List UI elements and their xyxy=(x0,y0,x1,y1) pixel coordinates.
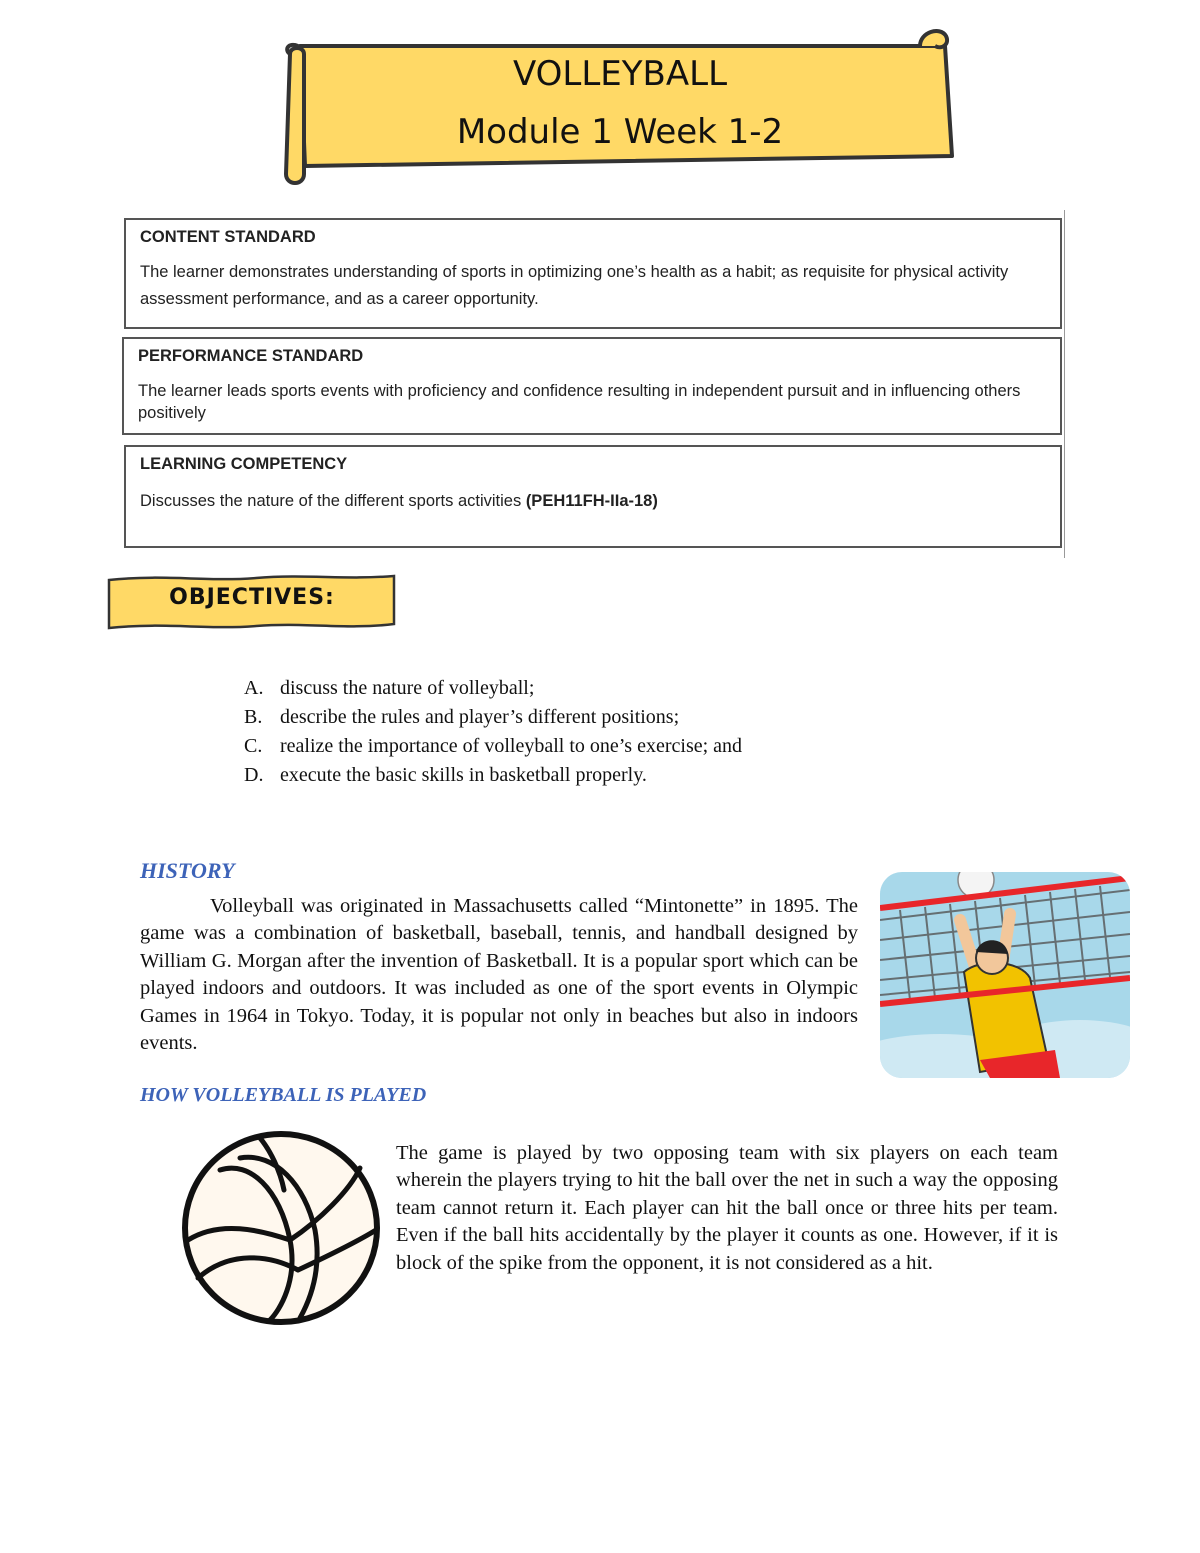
objective-letter: D. xyxy=(244,764,264,786)
volleyball-player-image xyxy=(880,860,1130,1078)
objectives-heading: OBJECTIVES: xyxy=(169,585,335,610)
objective-item xyxy=(244,703,944,732)
learning-competency-description: Discusses the nature of the different sports activities xyxy=(140,492,522,510)
learning-competency-code: (PEH11FH-IIa-18) xyxy=(525,492,658,510)
objective-item xyxy=(244,761,944,790)
objective-text: execute the basic skills in basketball properly. xyxy=(280,764,647,786)
performance-standard-heading: PERFORMANCE STANDARD xyxy=(138,347,364,365)
objective-item xyxy=(244,732,944,761)
objectives-list xyxy=(244,674,944,790)
content-standard-box xyxy=(124,218,1062,329)
learning-competency-box xyxy=(124,445,1062,548)
learning-competency-heading: LEARNING COMPETENCY xyxy=(140,455,348,473)
content-standard-heading: CONTENT STANDARD xyxy=(140,228,316,246)
objective-text: describe the rules and player’s different positions; xyxy=(280,706,680,728)
performance-standard-text: The learner leads sports events with proficiency and confidence resulting in independent pursuit and in influencing others positively xyxy=(138,382,1021,422)
how-played-paragraph: The game is played by two opposing team with six players on each team wherein the players trying to hit the ball over the net in such a way the opposing team cannot return it. Each player can hit the ball once or three hits per team. Even if the ball hits accidentally by the player it counts as one. However, if it is block of the spike from the opponent, it is not considered as a hit. xyxy=(396,1142,1058,1274)
performance-standard-box xyxy=(122,337,1062,435)
objectives-banner xyxy=(106,572,398,632)
objective-item xyxy=(244,674,944,703)
content-standard-text: The learner demonstrates understanding of sports in optimizing one’s health as a habit; as requisite for physical activity assessment performance, and as a career opportunity. xyxy=(140,263,1009,308)
page-subtitle: Module 1 Week 1-2 xyxy=(456,112,784,152)
objective-text: realize the importance of volleyball to one’s exercise; and xyxy=(280,735,743,757)
how-played-heading: HOW VOLLEYBALL IS PLAYED xyxy=(140,1084,427,1106)
divider xyxy=(1064,210,1065,558)
title-scroll-banner xyxy=(280,24,960,189)
history-heading: HISTORY xyxy=(140,858,235,883)
objective-letter: A. xyxy=(244,677,264,699)
learning-competency-text xyxy=(140,488,1046,515)
history-paragraph: Volleyball was originated in Massachusetts called “Mintonette” in 1895. The game was a combination of basketball, baseball, tennis, and handball designed by William G. Morgan after the invention of Basketball. It is a popular sport which can be played indoors and outdoors. It was included as one of the sport events in Olympic Games in 1964 in Tokyo. Today, it is popular not only in beaches but also in indoors events. xyxy=(140,895,858,1055)
scroll-shape xyxy=(280,24,960,189)
volleyball-ball-image xyxy=(180,1130,382,1326)
page-title: VOLLEYBALL xyxy=(512,54,728,94)
objective-letter: B. xyxy=(244,706,263,728)
objective-letter: C. xyxy=(244,735,263,757)
objective-text: discuss the nature of volleyball; xyxy=(280,677,535,699)
